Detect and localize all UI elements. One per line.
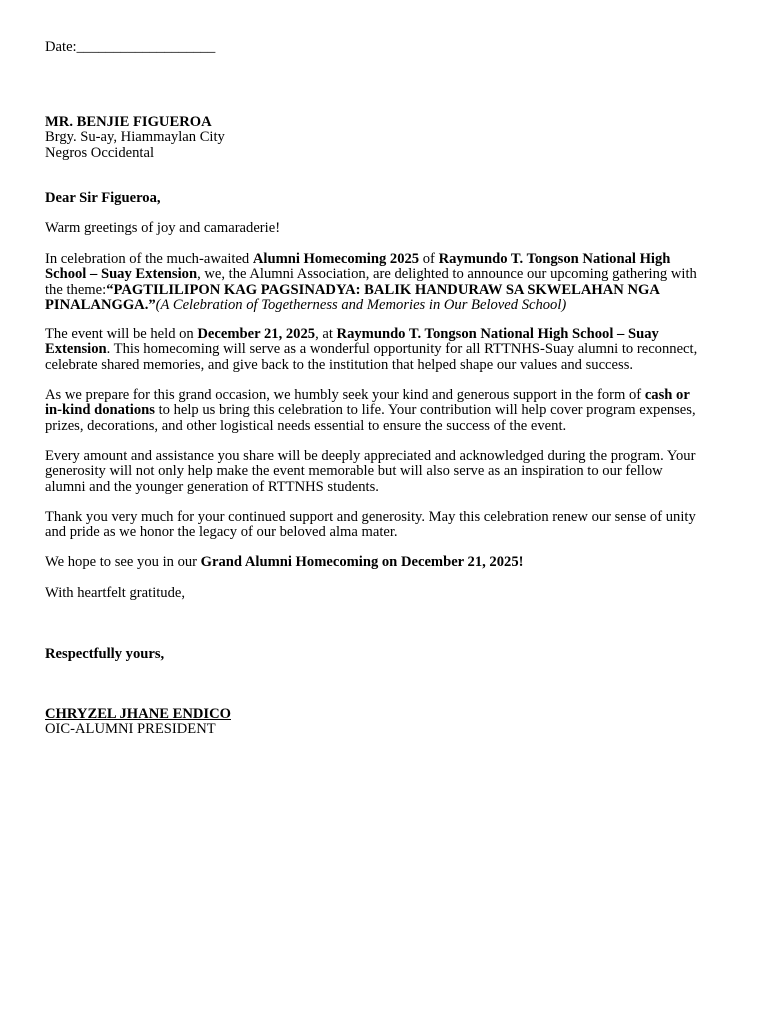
p1-text: of [419, 251, 439, 267]
p2-venue: Raymundo T. Tongson National High School – Suay [336, 326, 659, 342]
paragraph-invitation [45, 555, 523, 570]
date-label: Date: [45, 39, 77, 55]
p1-school-name: Raymundo T. Tongson National High [438, 251, 671, 267]
p2-date: December 21, 2025 [197, 326, 316, 342]
paragraph-thanks [45, 510, 725, 541]
date-blank: ___________________ [76, 39, 216, 55]
p1-text: , we, the Alumni Association, are delighted to announce our upcoming gathering with [197, 266, 697, 283]
p2-text: celebrate shared memories, and give back to the institution that helped shape our values and success. [45, 356, 634, 373]
p2-text: The event will be held on [45, 326, 198, 342]
p5-text: and pride as we honor the legacy of our beloved alma mater. [45, 524, 398, 541]
signatory-title: OIC-ALUMNI PRESIDENT [45, 721, 216, 738]
p4-text: generosity will not only help make the event memorable but will also serve as an inspiration to our fellow [45, 463, 663, 480]
closing-respectfully-text: Respectfully yours, [45, 646, 165, 662]
paragraph-donation-request [45, 388, 725, 434]
recipient-block [45, 115, 225, 161]
date-line [45, 40, 215, 55]
p1-theme-cont: PINALANGGA.” [45, 296, 156, 313]
p2-text: . This homecoming will serve as a wonderful opportunity for all RTTNHS-Suay alumni to reconnect, [106, 341, 698, 358]
p5-text: Thank you very much for your continued support and generosity. May this celebration renew our sense of unity [45, 509, 696, 525]
p2-text: , at [315, 326, 337, 342]
p4-text: alumni and the younger generation of RTTNHS students. [45, 478, 379, 495]
p1-text: the theme: [45, 281, 107, 298]
signatory-name: CHRYZEL JHANE ENDICO [45, 706, 231, 722]
recipient-address-line1: Brgy. Su-ay, Hiammaylan City [45, 129, 225, 146]
p1-event-name: Alumni Homecoming 2025 [252, 251, 420, 267]
p1-theme: “PAGTILILIPON KAG PAGSINADYA: BALIK HANDURAW SA SKWELAHAN NGA [106, 281, 660, 298]
p2-venue-cont: Extension [45, 341, 107, 358]
closing-respectfully [45, 647, 164, 662]
p1-text: In celebration of the much-awaited [45, 251, 253, 267]
recipient-name: MR. BENJIE FIGUEROA [45, 114, 212, 130]
p3-donation-type: cash or [644, 387, 690, 403]
recipient-address-line2: Negros Occidental [45, 144, 155, 161]
paragraph-appreciation [45, 449, 725, 495]
salutation-text: Dear Sir Figueroa, [45, 190, 161, 206]
p3-text: to help us bring this celebration to life. Your contribution will help cover program expenses, [154, 402, 696, 419]
p6-event: Grand Alumni Homecoming on December 21, 2025! [200, 554, 524, 570]
p3-donation-type-cont: in-kind donations [45, 402, 155, 419]
p1-theme-translation: (A Celebration of Togetherness and Memories in Our Beloved School) [155, 296, 567, 313]
closing-gratitude: With heartfelt gratitude, [45, 585, 186, 601]
p1-school-name-cont: School – Suay Extension [45, 266, 198, 283]
salutation [45, 191, 161, 206]
warm-greeting: Warm greetings of joy and camaraderie! [45, 220, 281, 236]
p4-text: Every amount and assistance you share will be deeply appreciated and acknowledged during the program. Your [45, 448, 696, 464]
paragraph-celebration [45, 252, 725, 313]
p6-text: We hope to see you in our [45, 554, 201, 570]
p3-text: As we prepare for this grand occasion, we humbly seek your kind and generous support in the form of [45, 387, 645, 403]
signature-block [45, 707, 231, 738]
p3-text: prizes, decorations, and other logistical needs essential to ensure the success of the event. [45, 417, 567, 434]
paragraph-event-details [45, 327, 725, 373]
